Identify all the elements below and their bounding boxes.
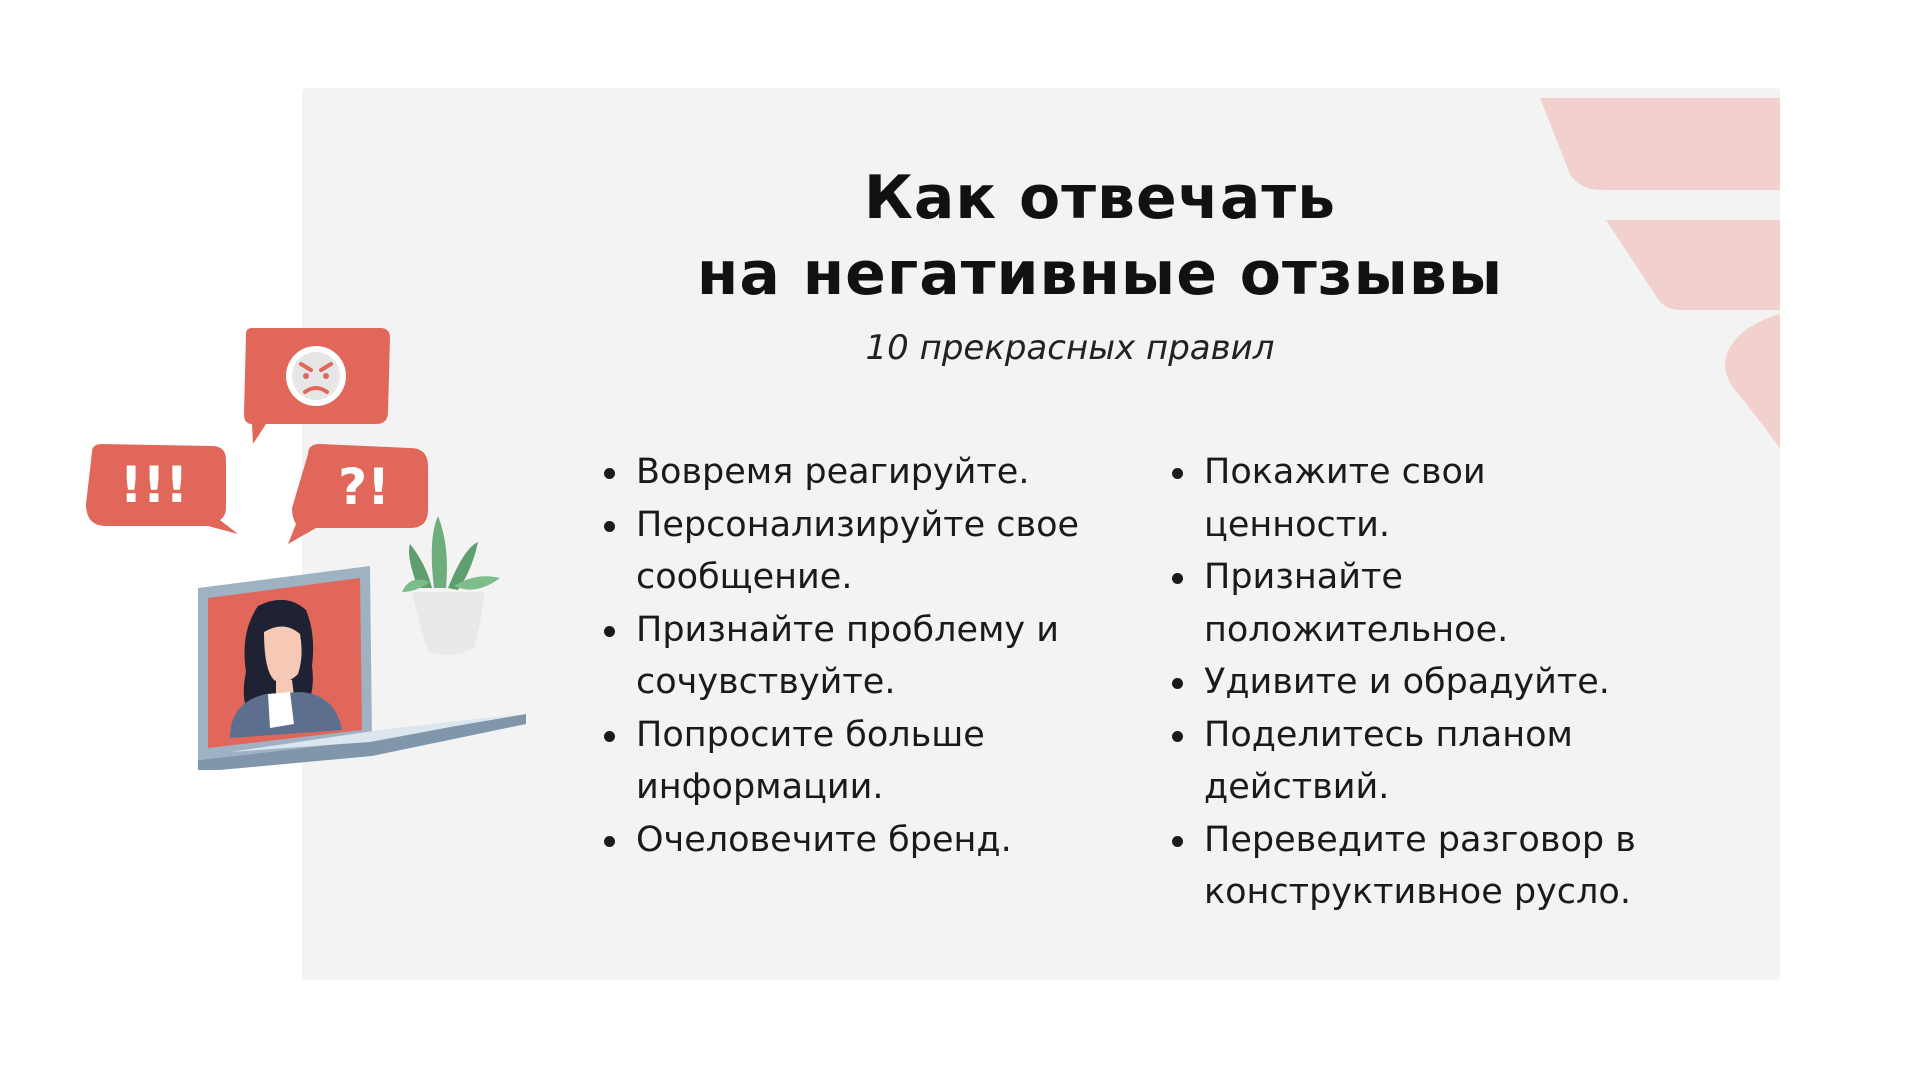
illustration bbox=[80, 320, 530, 770]
plant-icon bbox=[402, 516, 500, 655]
question-bubble bbox=[288, 444, 428, 544]
list-item: Переведите разговор в конструктивное русло. bbox=[1168, 814, 1668, 919]
list-item: Персонализируйте свое сообщение. bbox=[600, 499, 1120, 604]
list-item: Поделитесь планом действий. bbox=[1168, 709, 1668, 814]
angry-face-icon bbox=[286, 346, 346, 406]
rules-list-right bbox=[1168, 446, 1668, 919]
list-item: Покажите свои ценности. bbox=[1168, 446, 1668, 551]
list-item: Попросите больше информации. bbox=[600, 709, 1120, 814]
page-title bbox=[600, 160, 1600, 312]
list-item: Признайте положительное. bbox=[1168, 551, 1668, 656]
page-subtitle: 10 прекрасных правил bbox=[865, 328, 1275, 368]
bubble-question-text: ?! bbox=[338, 458, 390, 516]
exclaim-bubble bbox=[86, 444, 238, 534]
title-line-1: Как отвечать bbox=[863, 163, 1337, 233]
list-item: Удивите и обрадуйте. bbox=[1168, 656, 1668, 709]
rules-list-left bbox=[600, 446, 1120, 866]
title-line-2: на негативные отзывы bbox=[696, 239, 1504, 309]
list-item: Признайте проблему и сочувствуйте. bbox=[600, 604, 1120, 709]
bubble-exclaim-text: !!! bbox=[119, 456, 189, 514]
list-item: Вовремя реагируйте. bbox=[600, 446, 1120, 499]
list-item: Очеловечите бренд. bbox=[600, 814, 1120, 867]
